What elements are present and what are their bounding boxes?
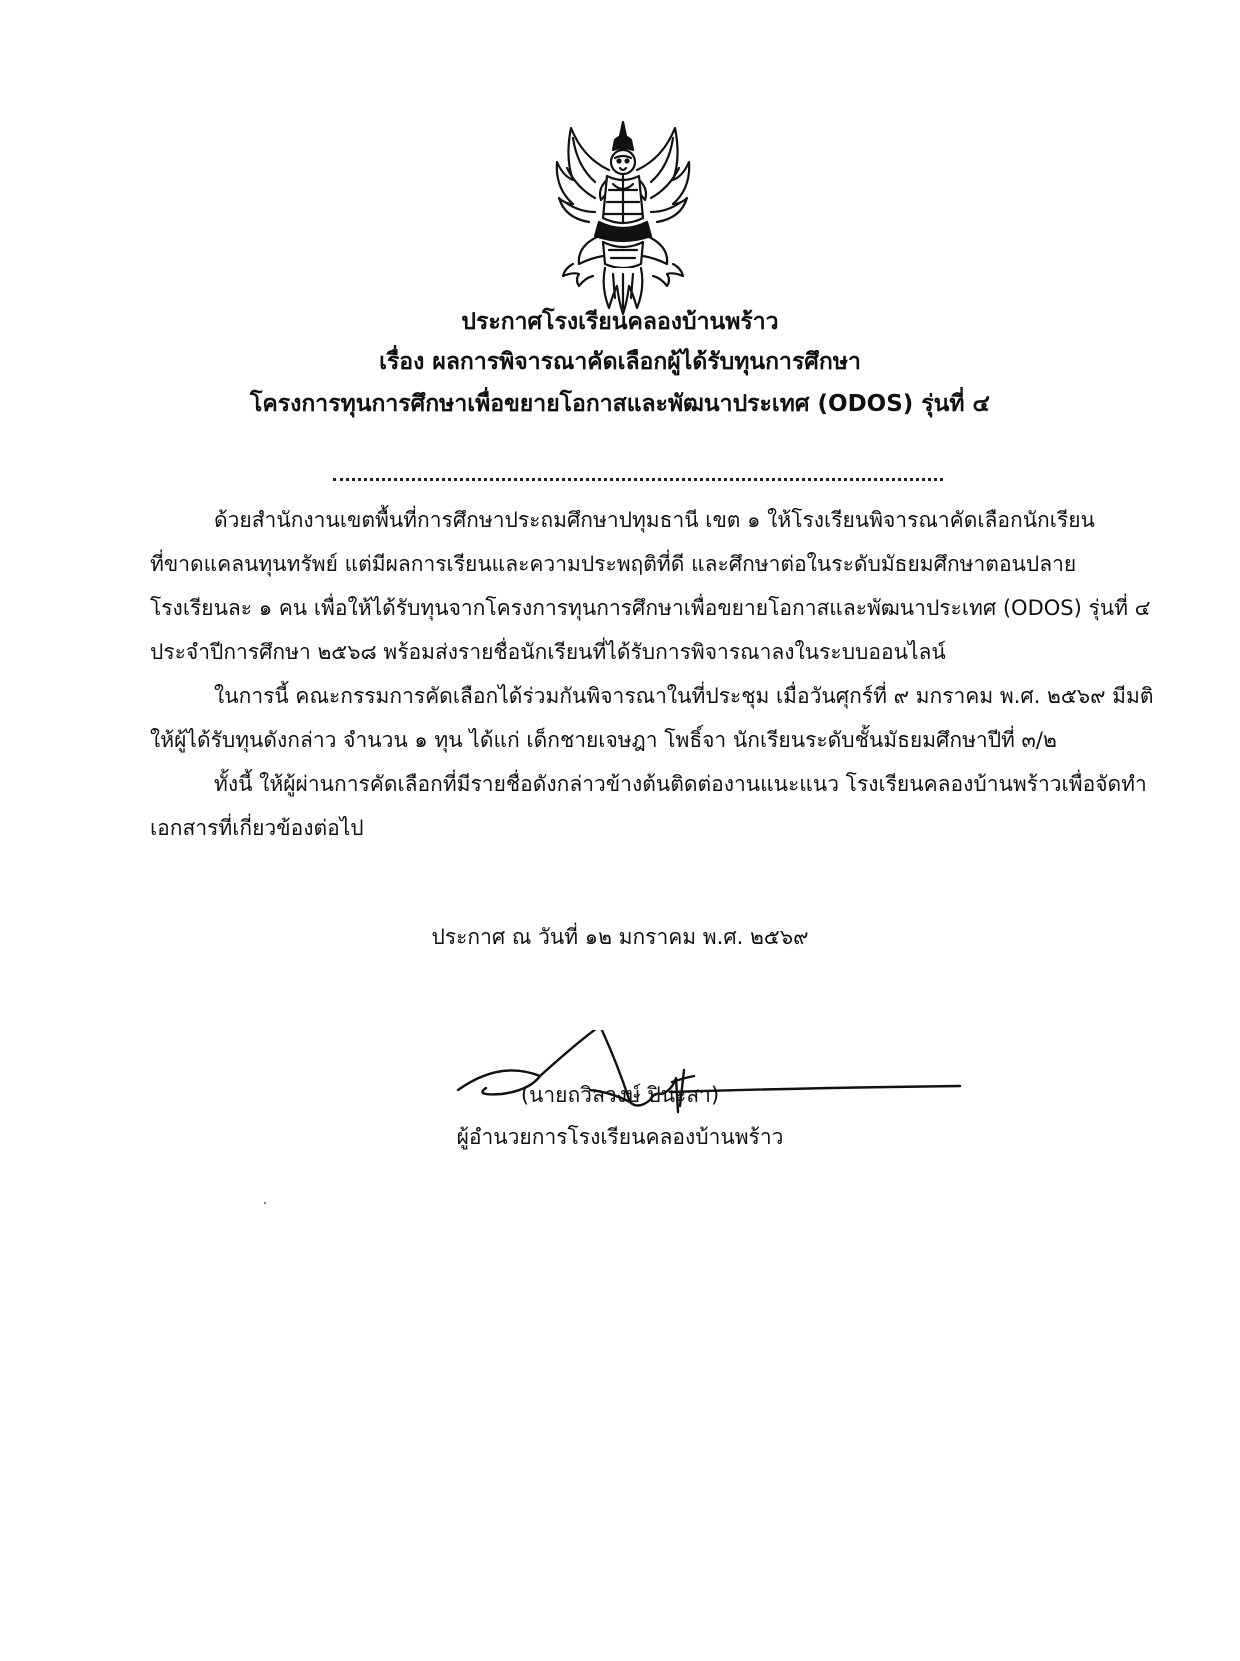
body-line: ให้ผู้ได้รับทุนดังกล่าว จำนวน ๑ ทุน ได้แก่ เด็กชายเจษฎา โพธิ์จา นักเรียนระดับชั้นมัธยมศึกษาปีที่ ๓/๒ [150, 728, 1057, 752]
announcement-date: ประกาศ ณ วันที่ ๑๒ มกราคม พ.ศ. ๒๕๖๙ [431, 925, 809, 949]
project-name: โครงการทุนการศึกษาเพื่อขยายโอกาสและพัฒนาประเทศ (ODOS) รุ่นที่ ๔ [250, 391, 990, 417]
body-line: ในการนี้ คณะกรรมการคัดเลือกได้ร่วมกันพิจารณาในที่ประชุม เมื่อวันศุกร์ที่ ๙ มกราคม พ.ศ. ๒๕๖๙ มีมติ [214, 684, 1154, 708]
signatory-name: (นายถวิลวงษ์ ปินะสา) [520, 1083, 720, 1107]
body-line: ด้วยสำนักงานเขตพื้นที่การศึกษาประถมศึกษาปทุมธานี เขต ๑ ให้โรงเรียนพิจารณาคัดเลือกนักเรียน [214, 508, 1095, 532]
signatory-position: ผู้อำนวยการโรงเรียนคลองบ้านพร้าว [456, 1125, 784, 1149]
body-line: ทั้งนี้ ให้ผู้ผ่านการคัดเลือกที่มีรายชื่อดังกล่าวข้างต้นติดต่องานแนะแนว โรงเรียนคลองบ้านพร้าวเพื่อจัดทำ [214, 772, 1147, 796]
announcement-title: ประกาศโรงเรียนคลองบ้านพร้าว [461, 309, 779, 335]
body-line: โรงเรียนละ ๑ คน เพื่อให้ได้รับทุนจากโครงการทุนการศึกษาเพื่อขยายโอกาสและพัฒนาประเทศ (ODOS) รุ่นที่ ๔ [150, 596, 1151, 620]
garuda-emblem-icon [543, 118, 703, 316]
scan-speck [264, 1202, 266, 1204]
announcement-subject: เรื่อง ผลการพิจารณาคัดเลือกผู้ได้รับทุนการศึกษา [379, 349, 861, 375]
body-line: ที่ขาดแคลนทุนทรัพย์ แต่มีผลการเรียนและความประพฤติที่ดี และศึกษาต่อในระดับมัธยมศึกษาตอนปลาย [150, 552, 1077, 576]
dotted-divider [333, 470, 943, 481]
body-line: เอกสารที่เกี่ยวข้องต่อไป [150, 816, 364, 840]
body-line: ประจำปีการศึกษา ๒๕๖๘ พร้อมส่งรายชื่อนักเรียนที่ได้รับการพิจารณาลงในระบบออนไลน์ [150, 640, 946, 664]
